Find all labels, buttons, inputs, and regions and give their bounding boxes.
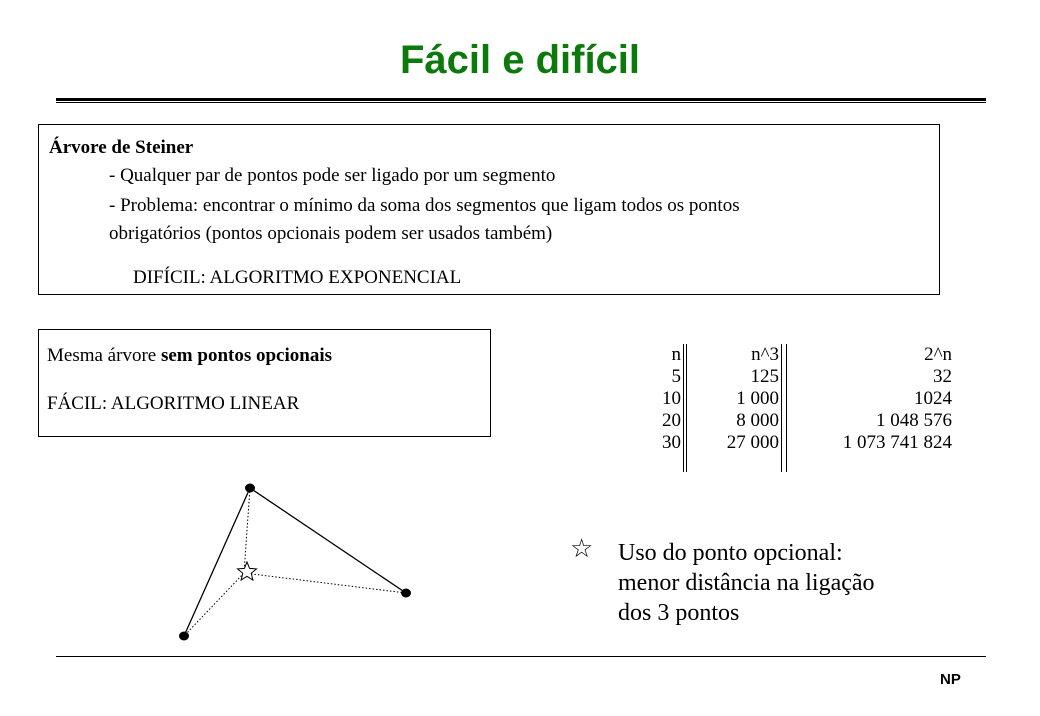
segment-top-bottom [184,488,250,636]
table-cell: 32 [933,366,952,387]
steiner-line-3: obrigatórios (pontos opcionais podem ser usados também) [109,223,553,244]
optional-segment-bottom [184,573,244,636]
point-right [401,589,411,598]
table-cell: 10 [662,388,681,409]
optional-point-star-icon [238,562,257,580]
page-title: Fácil e difícil [399,38,641,82]
steiner-tree-box [38,124,940,295]
point-bottom [179,632,189,641]
legend-line-3: dos 3 pontos [618,600,740,626]
table-cell: 20 [662,410,681,431]
table-cell: 1 000 [736,388,779,409]
simple-tree-bold: sem pontos opcionais [160,345,332,366]
legend-line-2: menor distância na ligação [618,570,875,596]
table-cell: 5 [671,366,681,387]
table-cell: 30 [662,432,681,453]
footer-label: NP [940,671,961,688]
simple-tree-prefix: Mesma árvore [47,345,161,366]
title-divider [56,98,986,103]
steiner-heading: Árvore de Steiner [49,137,194,158]
steiner-verdict: DIFÍCIL: ALGORITMO EXPONENCIAL [133,267,462,288]
star-icon: ☆ [570,534,594,563]
table-cell: 125 [750,366,779,387]
table-header-2-power-n: 2^n [924,344,952,365]
table-cell: 8 000 [736,410,779,431]
segment-top-right [250,488,406,593]
table-column-n-cubed [686,344,782,472]
legend-text [618,538,875,628]
table-header-n-cubed: n^3 [751,344,779,365]
table-column-2-power-n [786,344,952,472]
point-top [245,484,255,493]
steiner-line-1: - Qualquer par de pontos pode ser ligado por um segmento [109,165,556,186]
legend-line-1: Uso do ponto opcional: [618,540,843,566]
simple-tree-line-1 [47,345,332,367]
simple-tree-box [38,329,491,437]
table-cell: 1 073 741 824 [842,432,952,453]
table-cell: 1024 [914,388,952,409]
steiner-line-2: - Problema: encontrar o mínimo da soma dos segmentos que ligam todos os pontos [109,195,740,216]
simple-tree-verdict: FÁCIL: ALGORITMO LINEAR [47,393,300,414]
table-cell: 27 000 [726,432,779,453]
table-column-n [612,344,684,472]
table-cell: 1 048 576 [876,410,952,431]
table-header-n: n [671,344,681,365]
footer-divider [56,656,986,657]
steiner-diagram [160,470,430,650]
